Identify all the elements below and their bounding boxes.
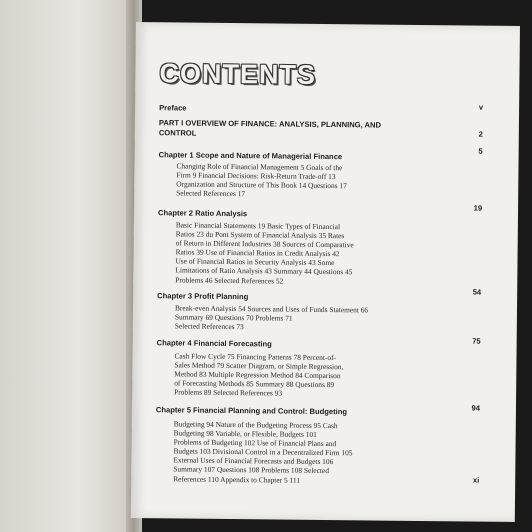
chapter-5-sections [173,419,404,485]
chapter-1-heading: Chapter 1 Scope and Nature of Managerial Finance [158,150,343,162]
preface-label: Preface [159,103,187,113]
section-line: Cash Flow Cycle 75 Financing Patterns 78 Percent-of- [174,351,337,363]
folio-page-number: xi [472,475,480,485]
section-line: Problems 89 Selected References 93 [174,387,283,398]
section-line: Problems of Budgeting 102 Use of Financial Plans and [173,437,337,449]
section-line: Budgets 103 Divisional Control in a Decentralized Firm 105 [173,446,353,458]
section-line: Selected References 73 [174,321,244,332]
section-line: Limitations of Ratio Analysis 43 Summary 44 Questions 45 [175,265,353,277]
contents-page [131,22,520,522]
chapter-2-heading: Chapter 2 Ratio Analysis [157,208,248,219]
section-line: Summary 69 Questions 70 Problems 71 [174,312,293,323]
chapter-1-sections [176,161,406,200]
section-line: Method 83 Multiple Regression Method 84 Comparison [174,369,341,381]
section-line: Budgeting 94 Nature of the Budgeting Process 95 Cash [173,419,338,431]
chapter-3-page: 54 [472,287,482,297]
chapter-3-sections [175,303,405,333]
section-line: of Return in Different Industries 38 Sources of Comparative [175,238,354,250]
section-line: Use of Financial Ratios in Security Analysis 43 Some [175,256,335,268]
chapter-1-page: 5 [478,146,483,156]
chapter-4-sections [174,351,404,399]
section-line: Sales Method 79 Scatter Diagram, or Simple Regression, [174,360,344,372]
section-line: Firm 9 Financial Decisions: Risk-Return Trade-off 13 [176,170,336,182]
chapter-2-page: 19 [473,203,483,213]
section-line: Selected References 17 [176,188,246,199]
section-line: Organization and Structure of This Book 14 Questions 17 [176,179,347,191]
section-line: Problems 46 Selected References 52 [175,274,284,286]
chapter-3-heading: Chapter 3 Profit Planning [157,291,249,302]
section-line: Break-even Analysis 54 Sources and Uses of Funds Statement 66 [174,303,369,315]
chapter-2-sections [175,220,406,286]
section-line: Ratios 39 Use of Financial Ratios in Credit Analysis 42 [175,247,340,259]
part1-title-line2: CONTROL [158,128,197,138]
section-line: Changing Role of Financial Management 5 Goals of the [176,161,343,173]
chapter-5-page: 94 [471,403,481,413]
section-line: Basic Financial Statements 19 Basic Types of Financial [175,220,341,232]
preface-page: v [478,102,484,112]
left-page [0,0,132,532]
section-line: External Uses of Financial Forecasts and Budgets 106 [173,455,334,467]
part1-page: 2 [478,129,483,139]
section-line: Summary 107 Questions 108 Problems 108 Selected [173,464,329,476]
chapter-5-heading: Chapter 5 Financial Planning and Control: Budgeting [155,405,348,417]
section-line: Budgeting 98 Variable, or Flexible, Budgets 101 [173,428,317,440]
section-line: References 110 Appendix to Chapter 5 111 [173,473,301,485]
section-line: Ratios 23 du Pont System of Financial Analysis 35 Rates [175,229,345,241]
part1-title-line1: PART I OVERVIEW OF FINANCE: ANALYSIS, PLANNING, AND [158,118,382,130]
chapter-4-heading: Chapter 4 Financial Forecasting [156,338,272,349]
page-title: CONTENTS [159,58,317,90]
chapter-4-page: 75 [472,336,481,346]
section-line: of Forecasting Methods 85 Summary 88 Questions 89 [174,378,335,390]
